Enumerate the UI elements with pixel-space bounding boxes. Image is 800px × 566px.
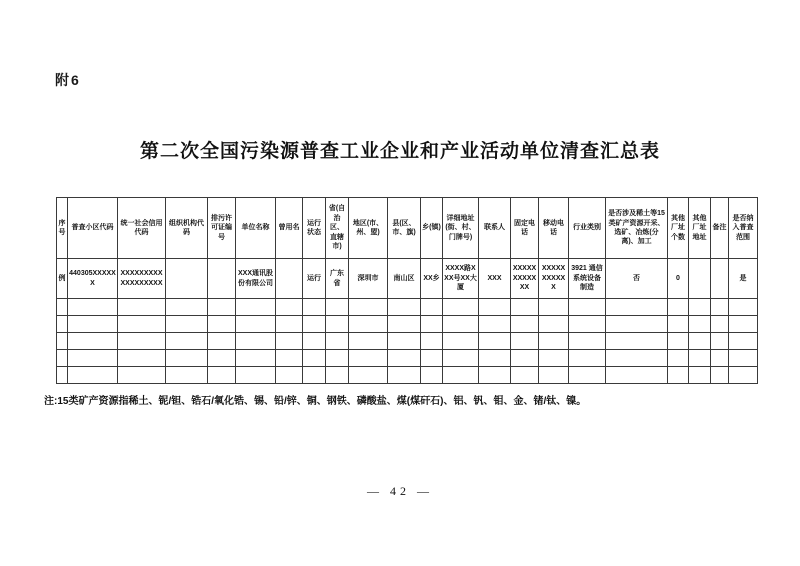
empty-cell	[118, 350, 166, 367]
empty-cell	[443, 299, 479, 316]
empty-cell	[569, 316, 606, 333]
empty-cell	[68, 367, 118, 384]
empty-cell	[443, 367, 479, 384]
empty-cell	[729, 367, 758, 384]
empty-cell	[479, 367, 511, 384]
empty-row	[57, 316, 758, 333]
empty-cell	[326, 316, 349, 333]
empty-row	[57, 367, 758, 384]
empty-cell	[236, 299, 276, 316]
empty-cell	[606, 299, 668, 316]
cell-serial: 例	[57, 259, 68, 299]
col-header-address: 详细地址(街、村、门牌号)	[443, 198, 479, 259]
col-header-region: 地区(市、州、盟)	[349, 198, 388, 259]
empty-cell	[118, 299, 166, 316]
empty-cell	[711, 350, 729, 367]
cell-status: 运行	[303, 259, 326, 299]
empty-cell	[276, 367, 303, 384]
empty-cell	[606, 316, 668, 333]
empty-cell	[729, 316, 758, 333]
empty-cell	[57, 350, 68, 367]
empty-cell	[349, 350, 388, 367]
empty-cell	[166, 333, 208, 350]
census-summary-table	[56, 197, 758, 384]
empty-cell	[388, 316, 421, 333]
cell-former-name	[276, 259, 303, 299]
cell-unit-name: XXX通讯股份有限公司	[236, 259, 276, 299]
col-header-landline: 固定电话	[511, 198, 539, 259]
cell-credit-code: XXXXXXXXXXXXXXXXXX	[118, 259, 166, 299]
col-header-township: 乡(镇)	[421, 198, 443, 259]
cell-county: 南山区	[388, 259, 421, 299]
col-header-serial: 序号	[57, 198, 68, 259]
empty-cell	[606, 350, 668, 367]
empty-cell	[388, 367, 421, 384]
empty-cell	[421, 316, 443, 333]
empty-cell	[208, 299, 236, 316]
empty-cell	[276, 333, 303, 350]
empty-cell	[236, 333, 276, 350]
empty-cell	[539, 299, 569, 316]
empty-cell	[421, 333, 443, 350]
empty-cell	[57, 316, 68, 333]
footnote: 注:15类矿产资源指稀土、铌/钽、锆石/氧化锆、锡、铅/锌、铜、钢铁、磷酸盐、煤(煤矸石)、铝、钒、钼、金、锗/钛、镍。	[44, 396, 587, 407]
col-header-other-sites-address: 其他厂址地址	[689, 198, 711, 259]
empty-cell	[539, 350, 569, 367]
empty-cell	[479, 350, 511, 367]
empty-cell	[569, 333, 606, 350]
col-header-minerals: 是否涉及稀土等15类矿产资源开采、选矿、冶炼(分离)、加工	[606, 198, 668, 259]
empty-cell	[668, 350, 689, 367]
empty-cell	[236, 367, 276, 384]
empty-cell	[118, 333, 166, 350]
cell-mobile: XXXXXXXXXXX	[539, 259, 569, 299]
empty-row	[57, 350, 758, 367]
cell-permit-no	[208, 259, 236, 299]
empty-cell	[511, 350, 539, 367]
empty-cell	[166, 316, 208, 333]
empty-cell	[208, 367, 236, 384]
empty-cell	[388, 299, 421, 316]
empty-cell	[326, 367, 349, 384]
col-header-in-scope: 是否纳入普查范围	[729, 198, 758, 259]
empty-cell	[479, 299, 511, 316]
empty-cell	[606, 333, 668, 350]
empty-cell	[388, 350, 421, 367]
empty-cell	[57, 367, 68, 384]
cell-census-area-code: 440305XXXXXX	[68, 259, 118, 299]
col-header-industry: 行业类别	[569, 198, 606, 259]
empty-cell	[208, 316, 236, 333]
empty-cell	[443, 316, 479, 333]
empty-cell	[303, 316, 326, 333]
empty-cell	[711, 333, 729, 350]
empty-cell	[421, 299, 443, 316]
empty-cell	[236, 350, 276, 367]
empty-cell	[729, 350, 758, 367]
empty-rows	[57, 299, 758, 384]
empty-cell	[68, 316, 118, 333]
empty-cell	[569, 299, 606, 316]
empty-cell	[349, 367, 388, 384]
empty-cell	[68, 333, 118, 350]
empty-cell	[479, 333, 511, 350]
col-header-credit-code: 统一社会信用代码	[118, 198, 166, 259]
cell-industry: 3921 通信系统设备制造	[569, 259, 606, 299]
empty-cell	[689, 333, 711, 350]
empty-cell	[689, 316, 711, 333]
table-header-row	[57, 198, 758, 259]
empty-cell	[166, 350, 208, 367]
empty-cell	[57, 333, 68, 350]
cell-in-scope: 是	[729, 259, 758, 299]
page-number: — 42 —	[367, 484, 433, 498]
empty-row	[57, 299, 758, 316]
empty-cell	[326, 299, 349, 316]
col-header-status: 运行状态	[303, 198, 326, 259]
empty-cell	[511, 367, 539, 384]
cell-landline: XXXXXXXXXXXX	[511, 259, 539, 299]
empty-cell	[668, 367, 689, 384]
empty-cell	[606, 367, 668, 384]
empty-cell	[276, 316, 303, 333]
empty-cell	[689, 299, 711, 316]
empty-cell	[511, 316, 539, 333]
empty-cell	[349, 333, 388, 350]
cell-province: 广东省	[326, 259, 349, 299]
empty-cell	[276, 299, 303, 316]
col-header-permit-no: 排污许可证编号	[208, 198, 236, 259]
cell-township: XX乡	[421, 259, 443, 299]
empty-cell	[729, 299, 758, 316]
empty-cell	[539, 333, 569, 350]
empty-cell	[539, 367, 569, 384]
empty-cell	[236, 316, 276, 333]
empty-cell	[118, 367, 166, 384]
empty-cell	[166, 299, 208, 316]
col-header-county: 县(区、市、旗)	[388, 198, 421, 259]
empty-cell	[668, 333, 689, 350]
empty-cell	[421, 350, 443, 367]
cell-minerals: 否	[606, 259, 668, 299]
col-header-former-name: 曾用名	[276, 198, 303, 259]
empty-cell	[118, 316, 166, 333]
empty-cell	[711, 316, 729, 333]
empty-cell	[729, 333, 758, 350]
empty-cell	[388, 333, 421, 350]
example-row	[57, 259, 758, 299]
cell-remarks	[711, 259, 729, 299]
empty-row	[57, 333, 758, 350]
cell-other-sites-count: 0	[668, 259, 689, 299]
empty-cell	[349, 316, 388, 333]
empty-cell	[668, 316, 689, 333]
cell-contact: XXX	[479, 259, 511, 299]
empty-cell	[166, 367, 208, 384]
empty-cell	[326, 350, 349, 367]
cell-org-code	[166, 259, 208, 299]
empty-cell	[539, 316, 569, 333]
empty-cell	[303, 367, 326, 384]
empty-cell	[569, 350, 606, 367]
empty-cell	[443, 333, 479, 350]
cell-address: XXXX路XXX号XX大厦	[443, 259, 479, 299]
cell-region: 深圳市	[349, 259, 388, 299]
cell-other-sites-address	[689, 259, 711, 299]
empty-cell	[689, 350, 711, 367]
empty-cell	[303, 299, 326, 316]
empty-cell	[68, 299, 118, 316]
col-header-other-sites-count: 其他厂址个数	[668, 198, 689, 259]
empty-cell	[711, 299, 729, 316]
empty-cell	[57, 299, 68, 316]
col-header-province: 省(自治区、直辖市)	[326, 198, 349, 259]
col-header-contact: 联系人	[479, 198, 511, 259]
empty-cell	[276, 350, 303, 367]
empty-cell	[326, 333, 349, 350]
empty-cell	[349, 299, 388, 316]
empty-cell	[511, 299, 539, 316]
empty-cell	[303, 350, 326, 367]
empty-cell	[479, 316, 511, 333]
empty-cell	[208, 350, 236, 367]
empty-cell	[689, 367, 711, 384]
empty-cell	[511, 333, 539, 350]
empty-cell	[443, 350, 479, 367]
empty-cell	[208, 333, 236, 350]
empty-cell	[303, 333, 326, 350]
col-header-remarks: 备注	[711, 198, 729, 259]
empty-cell	[68, 350, 118, 367]
col-header-org-code: 组织机构代码	[166, 198, 208, 259]
page-title: 第二次全国污染源普查工业企业和产业活动单位清查汇总表	[139, 141, 660, 162]
empty-cell	[711, 367, 729, 384]
col-header-mobile: 移动电话	[539, 198, 569, 259]
empty-cell	[668, 299, 689, 316]
attachment-label: 附6	[55, 72, 81, 88]
empty-cell	[421, 367, 443, 384]
col-header-census-area-code: 普查小区代码	[68, 198, 118, 259]
empty-cell	[569, 367, 606, 384]
col-header-unit-name: 单位名称	[236, 198, 276, 259]
